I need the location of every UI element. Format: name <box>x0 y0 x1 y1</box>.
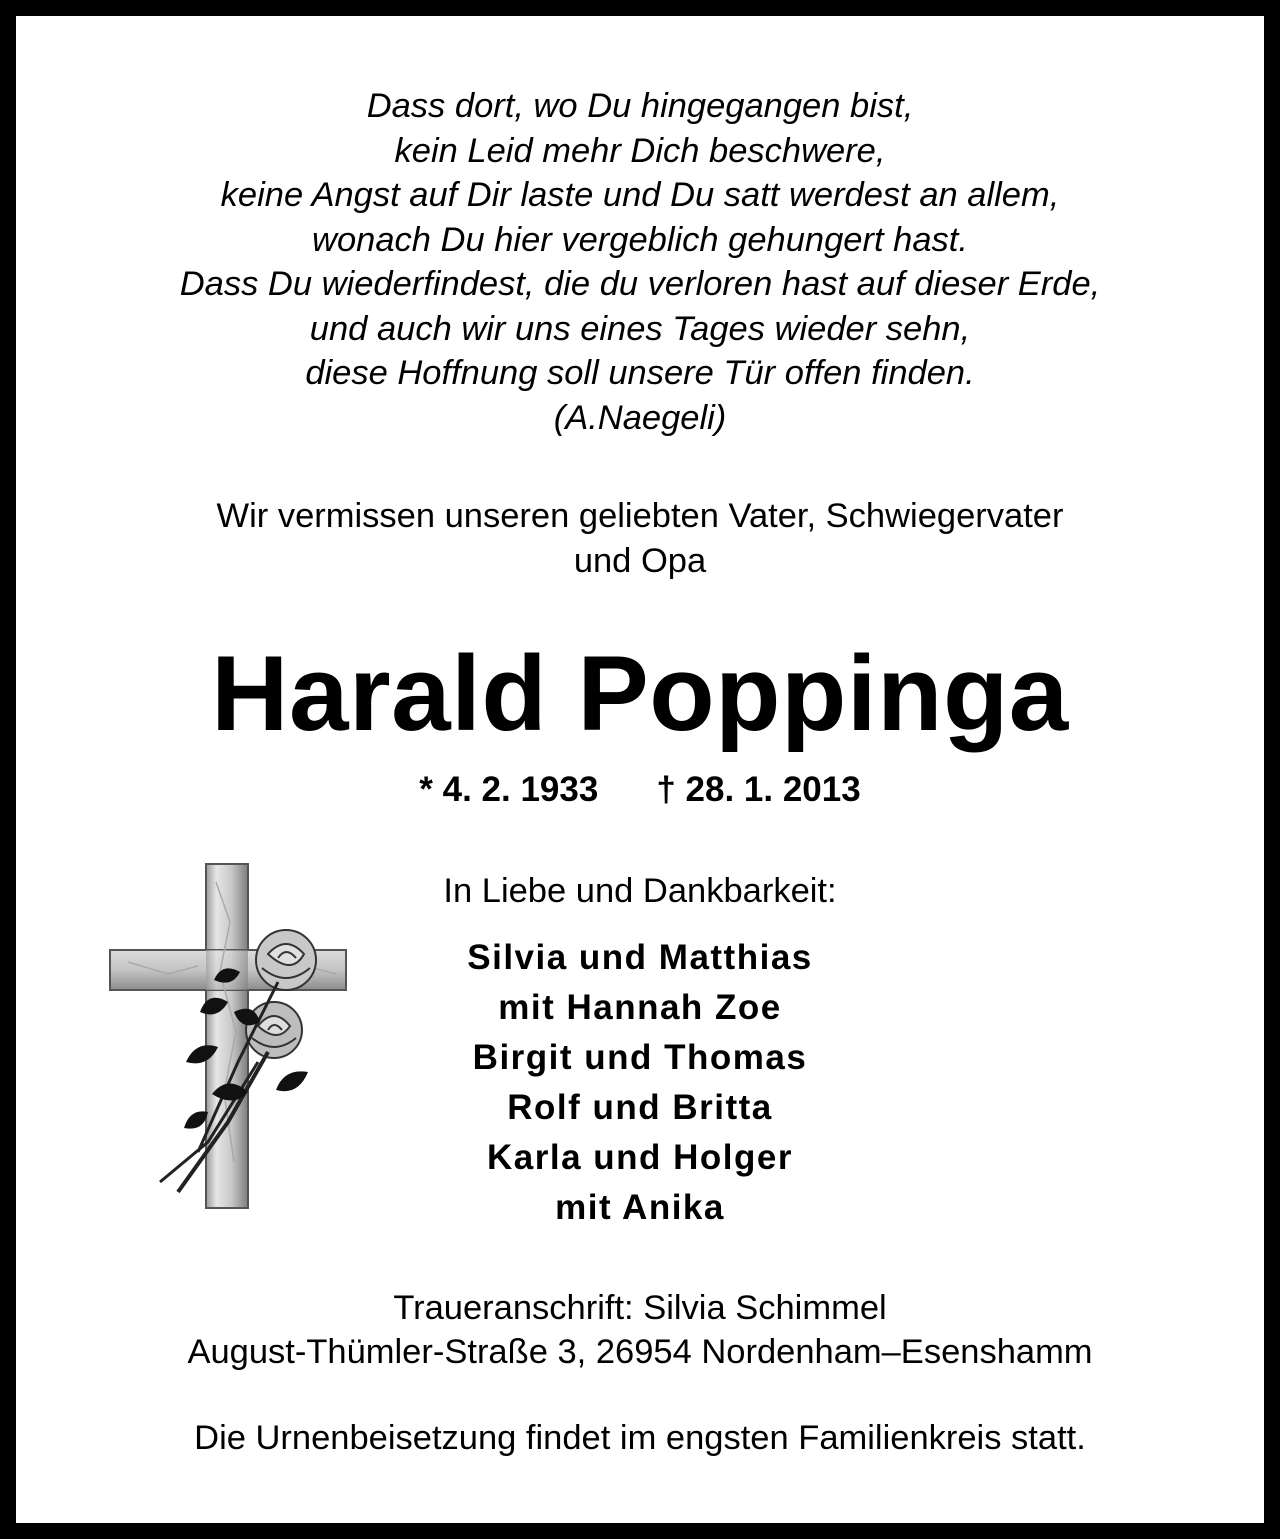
burial-note: Die Urnenbeisetzung findet im engsten Familienkreis statt. <box>194 1419 1086 1457</box>
thanks-heading: In Liebe und Dankbarkeit: <box>443 872 837 910</box>
poem <box>16 84 1264 440</box>
intro-line: Wir vermissen unseren geliebten Vater, Schwiegervater <box>216 497 1064 535</box>
poem-line: diese Hoffnung soll unsere Tür offen finden. <box>305 354 975 392</box>
mourning-address <box>16 1286 1264 1374</box>
family-member: Karla und Holger <box>487 1138 793 1177</box>
family-list <box>16 933 1264 1233</box>
obituary-notice <box>16 16 1264 1523</box>
poem-author: (A.Naegeli) <box>553 398 727 437</box>
intro-line: und Opa <box>573 542 707 580</box>
death-date: † 28. 1. 2013 <box>656 770 861 809</box>
poem-line: keine Angst auf Dir laste und Du satt werdest an allem, <box>220 176 1060 214</box>
birth-date: * 4. 2. 1933 <box>419 770 599 809</box>
deceased-name: Harald Poppinga <box>211 633 1069 753</box>
family-member: Silvia und Matthias <box>467 938 813 977</box>
poem-line: wonach Du hier vergeblich gehungert hast. <box>312 220 968 259</box>
poem-line: kein Leid mehr Dich beschwere, <box>394 131 886 170</box>
family-member: mit Anika <box>555 1188 725 1227</box>
poem-line: Dass dort, wo Du hingegangen bist, <box>366 87 914 125</box>
address-line: Traueranschrift: Silvia Schimmel <box>393 1289 887 1327</box>
intro-text <box>16 494 1264 584</box>
poem-line: Dass Du wiederfindest, die du verloren hast auf dieser Erde, <box>179 265 1101 303</box>
family-member: Birgit und Thomas <box>472 1038 808 1077</box>
family-member: Rolf und Britta <box>507 1088 773 1127</box>
poem-line: und auch wir uns eines Tages wieder sehn, <box>309 309 971 348</box>
address-line: August-Thümler-Straße 3, 26954 Nordenham–Esenshamm <box>187 1333 1093 1371</box>
family-member: mit Hannah Zoe <box>498 988 782 1027</box>
life-dates <box>16 768 1264 812</box>
